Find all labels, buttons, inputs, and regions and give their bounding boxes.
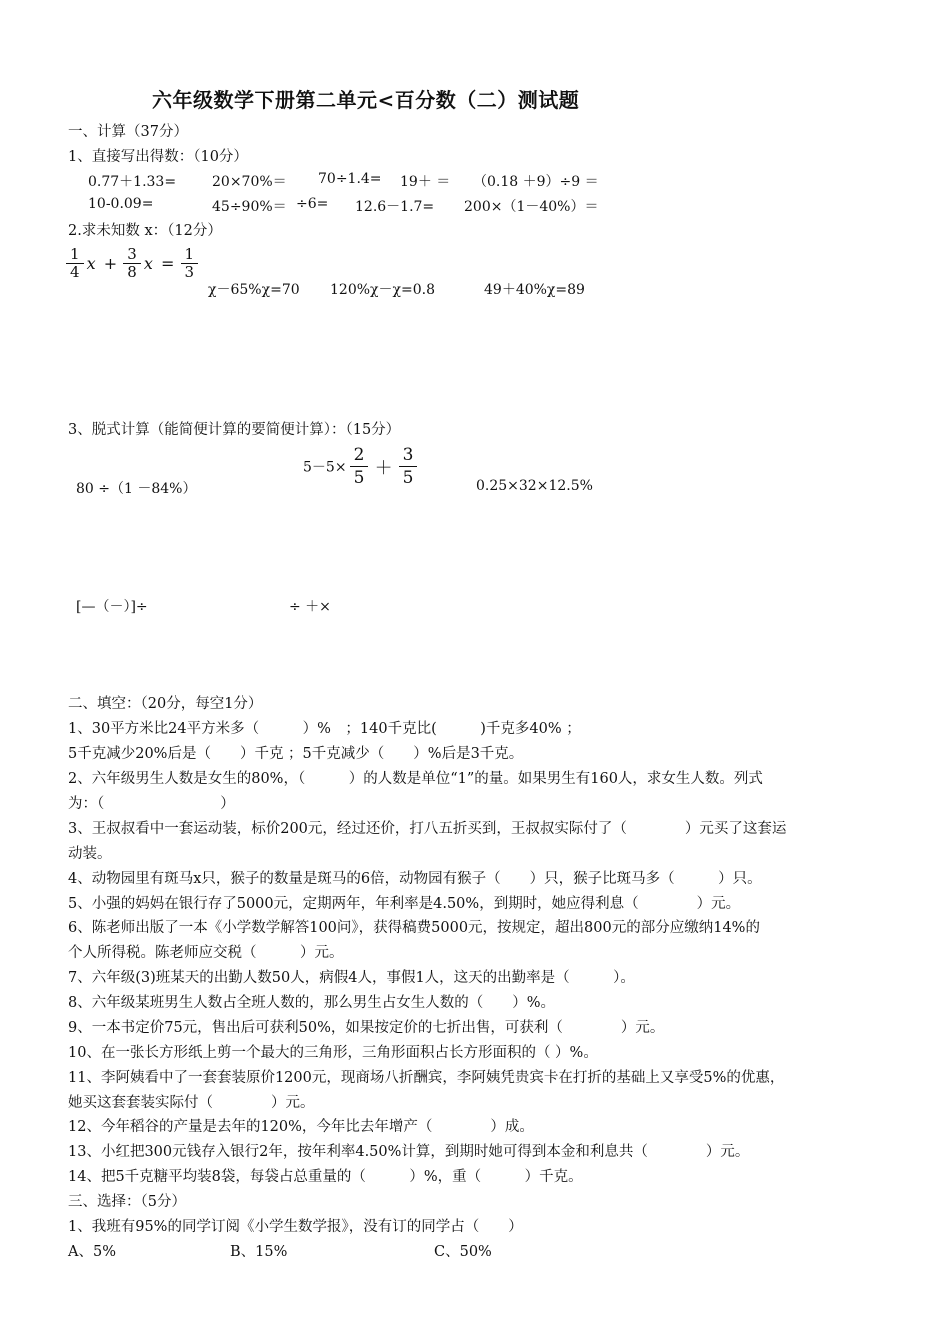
fill-line-17: 12、今年稻谷的产量是去年的120%，今年比去年增产（ ）成。 (68, 1119, 534, 1135)
expression-2-prefix: 5－5× (303, 459, 347, 476)
q1-heading: 1、直接写出得数：（10分） (68, 149, 248, 165)
q3-heading: 3、脱式计算（能简便计算的要简便计算）：（15分） (68, 422, 401, 438)
var-x: x (86, 254, 96, 273)
equals-sign: = (161, 254, 175, 273)
fill-line-15: 11、李阿姨看中了一套套装原价1200元，现商场八折酬宾，李阿姨凭贵宾卡在打折的基础上又享受5%的优惠， (68, 1070, 785, 1086)
fill-line-18: 13、小红把300元钱存入银行2年，按年利率4.50%计算，到期时她可得到本金和利息共（ ）元。 (68, 1144, 750, 1160)
denominator: 3 (184, 263, 195, 281)
fill-line-8: 5、小强的妈妈在银行存了5000元，定期两年，年利率是4.50%，到期时，她应得利息（ ）元。 (68, 896, 741, 912)
fill-line-2: 5千克减少20%后是（ ）千克 ；5千克减少（ ）%后是3千克。 (68, 746, 524, 762)
calc-2-1: 10-0.09= (88, 196, 154, 212)
fill-line-6: 动装。 (68, 846, 112, 862)
fill-line-16: 她买这套套装实际付（ ）元。 (68, 1095, 315, 1111)
equation-3: 120%χ－χ=0.8 (330, 282, 435, 298)
fraction-equation (68, 246, 196, 281)
fraction-1-4 (68, 246, 82, 281)
expression-5: ÷ ＋× (289, 599, 331, 615)
choice-option-b: B、15% (230, 1244, 288, 1260)
numerator: 2 (353, 445, 365, 465)
numerator: 1 (70, 245, 80, 263)
q2-heading: 2.求未知数 x：（12分） (68, 223, 222, 239)
fill-line-9: 6、陈老师出版了一本《小学数学解答100问》，获得稿费5000元，按规定，超出800元的部分应缴纳14%的 (68, 920, 760, 936)
fill-line-11: 7、六年级(3)班某天的出勤人数50人，病假4人，事假1人，这天的出勤率是（ ）。 (68, 970, 635, 986)
calc-2-5: 200×（1－40%）＝ (464, 199, 599, 215)
choice-option-c: C、50% (434, 1244, 492, 1260)
plus-sign: ＋ (374, 457, 393, 479)
fill-line-10: 个人所得税。陈老师应交税（ ）元。 (68, 945, 344, 961)
denominator: 5 (353, 468, 365, 488)
denominator: 5 (402, 468, 414, 488)
choice-question-1: 1、我班有95%的同学订阅《小学生数学报》，没有订的同学占（ ） (68, 1219, 523, 1235)
calc-1-3: 70÷1.4= (318, 171, 382, 187)
fill-line-14: 10、在一张长方形纸上剪一个最大的三角形，三角形面积占长方形面积的（ ）%。 (68, 1045, 598, 1061)
calc-1-5: （0.18 ＋9）÷9 ＝ (473, 174, 599, 190)
denominator: 4 (70, 263, 80, 281)
section3-heading: 三、选择：（5分） (68, 1194, 186, 1210)
denominator: 8 (127, 263, 137, 281)
equation-2: χ－65%χ=70 (208, 282, 300, 298)
fill-line-12: 8、六年级某班男生人数占全班人数的，那么男生占女生人数的（ ）%。 (68, 995, 556, 1011)
fraction-3-5 (401, 444, 416, 489)
section2-heading: 二、填空：（20分，每空1分） (68, 696, 263, 712)
calc-1-4: 19＋ ＝ (400, 174, 451, 190)
fill-line-13: 9、一本书定价75元，售出后可获利50%，如果按定价的七折出售，可获利（ ）元。 (68, 1020, 665, 1036)
expression-1: 80 ÷（1 －84%） (76, 481, 197, 497)
numerator: 3 (127, 245, 137, 263)
calc-2-4: 12.6－1.7= (355, 199, 435, 215)
calc-2-3: ÷6= (296, 196, 329, 212)
plus-sign: + (103, 254, 118, 273)
expression-3: 0.25×32×12.5% (476, 478, 593, 494)
choice-option-a: A、5% (68, 1244, 116, 1260)
fill-line-7: 4、动物园里有斑马x只，猴子的数量是斑马的6倍，动物园有猴子（ ）只，猴子比斑马多（ ）只。 (68, 871, 762, 887)
fill-line-4: 为：（ ） (68, 796, 235, 812)
equation-4: 49＋40%χ=89 (484, 282, 585, 298)
calc-1-1: 0.77＋1.33= (88, 174, 177, 190)
numerator: 3 (402, 445, 414, 465)
calc-1-2: 20×70%＝ (212, 174, 287, 190)
fill-line-3: 2、六年级男生人数是女生的80%，（ ）的人数是单位“1”的量。如果男生有160人，求女生人数。列式 (68, 771, 763, 787)
expression-4: [—（－）]÷ (76, 599, 148, 615)
numerator: 1 (184, 245, 195, 263)
calc-2-2: 45÷90%＝ (212, 199, 287, 215)
fill-line-5: 3、王叔叔看中一套运动装，标价200元，经过还价，打八五折买到，王叔叔实际付了（ ）元买了这套运 (68, 821, 787, 837)
page-title: 六年级数学下册第二单元<百分数（二）测试题 (152, 88, 580, 112)
fill-line-1: 1、30平方米比24平方米多（ ）% ；140千克比( )千克多40% ； (68, 721, 581, 737)
var-x: x (143, 254, 153, 273)
fraction-1-3 (183, 246, 197, 281)
section1-heading: 一、计算（37分） (68, 124, 188, 140)
fraction-2-5 (352, 444, 367, 489)
fraction-3-8 (125, 246, 139, 281)
fill-line-19: 14、把5千克糖平均装8袋，每袋占总重量的（ ）%，重（ ）千克。 (68, 1169, 583, 1185)
expression-2 (303, 444, 415, 489)
